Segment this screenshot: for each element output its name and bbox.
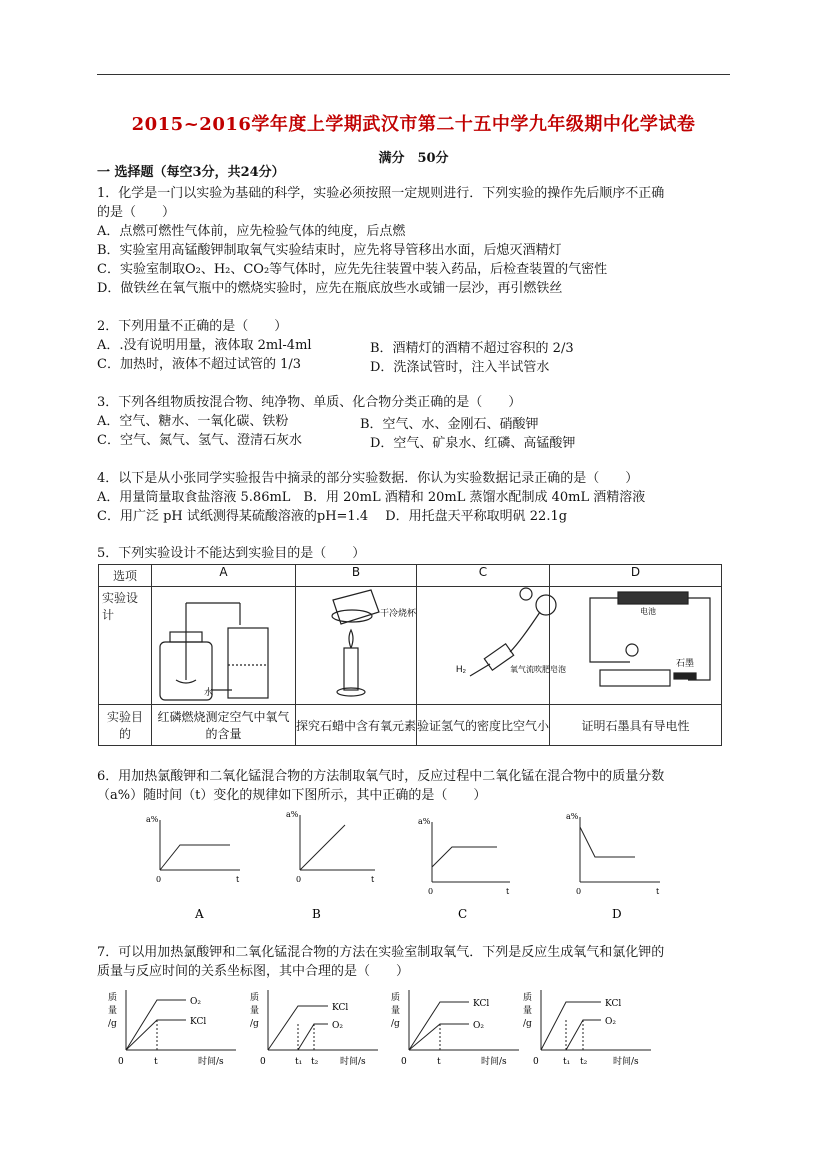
q7-graph-top-label: KCl — [473, 999, 490, 1009]
q7-graph-ylabel-3: /g — [250, 1019, 259, 1029]
q7-graph-curve-top — [126, 1000, 186, 1050]
q6-stem-line2: （a%）随时间（t）变化的规律如下图所示，其中正确的是（ ） — [97, 788, 487, 803]
label-h2: H₂ — [456, 664, 466, 674]
q7-graph-curve-top — [541, 1002, 601, 1050]
q2-option-b: B．酒精灯的酒精不超过容积的 2/3 — [370, 341, 574, 356]
label-bubble: 氧气流吹肥皂泡 — [510, 665, 566, 674]
q7-graph-tick: t₂ — [580, 1057, 588, 1067]
q5-stem: 5．下列实验设计不能达到实验目的是（ ） — [97, 546, 366, 561]
q1-option-c: C．实验室制取O₂、H₂、CO₂等气体时，应先先往装置中装入药品，后检查装置的气密性 — [97, 262, 608, 277]
q6-graph-ylabel: a% — [286, 810, 299, 819]
q7-graph-tick: t₂ — [311, 1057, 319, 1067]
q6-stem-line1: 6．用加热氯酸钾和二氧化锰混合物的方法制取氧气时，反应过程中二氧化锰在混合物中的质量分数 — [97, 769, 665, 784]
q6-graph-origin: 0 — [296, 875, 302, 884]
q6-graph-option: D — [612, 907, 622, 921]
q7-graph-xlabel: 时间/s — [198, 1057, 224, 1067]
q1-option-b: B．实验室用高锰酸钾制取氧气实验结束时，应先将导管移出水面，后熄灭酒精灯 — [97, 243, 562, 258]
label-cup: 干冷烧杯 — [380, 608, 417, 618]
q2-option-c: C．加热时，液体不超过试管的 1/3 — [97, 357, 302, 372]
q6-graph-origin: 0 — [156, 875, 162, 884]
label-battery: 电池 — [640, 607, 656, 616]
q7-graph-ylabel-3: /g — [108, 1019, 117, 1029]
q7-graph-curve-bottom — [409, 1024, 469, 1050]
q7-graph-origin: 0 — [401, 1057, 407, 1067]
q5-option-c: C — [417, 565, 550, 587]
q5-purpose-b: 探究石蜡中含有氧元素 — [296, 705, 417, 746]
q3-option-d: D．空气、矿泉水、红磷、高锰酸钾 — [370, 436, 576, 451]
q7-graph-origin: 0 — [260, 1057, 266, 1067]
q7-graph-tick: t₁ — [563, 1057, 571, 1067]
q6-graph-origin: 0 — [576, 887, 582, 896]
q7-graph-tick: t — [154, 1057, 158, 1067]
q7-graph-ylabel-2: 量 — [391, 1006, 401, 1016]
q6-graph-xlabel: t — [236, 875, 240, 884]
q7-graph-bottom-label: O₂ — [473, 1021, 484, 1031]
q7-graph-tick: t — [437, 1057, 441, 1067]
q3-option-c: C．空气、氮气、氢气、澄清石灰水 — [97, 433, 302, 448]
section-title: 一 选择题（每空3分，共24分） — [97, 165, 285, 180]
q7-graph-ylabel-3: /g — [523, 1019, 532, 1029]
q4-options-cd: C．用广泛 pH 试纸测得某硫酸溶液的pH=1.4 D．用托盘天平称取明矾 22.1g — [97, 509, 568, 524]
q1-stem-line1: 1．化学是一门以实验为基础的科学，实验必须按照一定规则进行．下列实验的操作先后顺序不正确 — [97, 186, 665, 201]
q7-graph-curve-bottom — [298, 1024, 328, 1050]
q5-option-d: D — [550, 565, 722, 587]
q7-graph-top-label: KCl — [332, 1003, 349, 1013]
q3-option-b: B．空气、水、金刚石、硝酸钾 — [360, 417, 539, 432]
q7-graph-xlabel: 时间/s — [340, 1057, 366, 1067]
q5-option-a: A — [152, 565, 296, 587]
q6-graph-xlabel: t — [656, 887, 660, 896]
q7-graph-tick: t₁ — [295, 1057, 303, 1067]
q7-graph-xlabel: 时间/s — [481, 1057, 507, 1067]
q7-graph-ylabel-1: 质 — [523, 993, 533, 1003]
label-graphite: 石墨 — [676, 658, 695, 668]
q2-option-a: A．.没有说明用量，液体取 2ml-4ml — [97, 338, 312, 353]
q5-purpose-a: 红磷燃烧测定空气中氧气的含量 — [152, 705, 296, 746]
q5-purpose-d: 证明石墨具有导电性 — [550, 705, 722, 746]
q5-row-purpose: 实验目的 — [99, 705, 152, 746]
q6-graph-ylabel: a% — [146, 815, 159, 824]
q7-graph-ylabel-3: /g — [391, 1019, 400, 1029]
page-title: 2015~2016学年度上学期武汉市第二十五中学九年级期中化学试卷 — [131, 114, 696, 135]
q7-graph-xlabel: 时间/s — [613, 1057, 639, 1067]
q2-stem: 2．下列用量不正确的是（ ） — [97, 319, 288, 334]
q7-stem-line1: 7．可以用加热氯酸钾和二氧化锰混合物的方法在实验室制取氧气．下列是反应生成氧气和氯化钾的 — [97, 945, 665, 960]
q6-graph-xlabel: t — [371, 875, 375, 884]
q2-option-d: D．洗涤试管时，注入半试管水 — [370, 360, 550, 375]
q5-purpose-c: 验证氢气的密度比空气小 — [417, 705, 550, 746]
q7-graph-bottom-label: KCl — [190, 1017, 207, 1027]
q7-graph-bottom-label: O₂ — [605, 1017, 616, 1027]
q4-stem: 4．以下是从小张同学实验报告中摘录的部分实验数据．你认为实验数据记录正确的是（ ） — [97, 471, 639, 486]
q5-option-b: B — [296, 565, 417, 587]
q7-stem-line2: 质量与反应时间的关系坐标图，其中合理的是（ ） — [97, 964, 410, 979]
q7-graph-ylabel-1: 质 — [250, 993, 260, 1003]
q7-graph-ylabel-1: 质 — [391, 993, 401, 1003]
label-water: 水 — [204, 687, 214, 697]
q1-option-a: A．点燃可燃性气体前，应先检验气体的纯度，后点燃 — [97, 224, 406, 239]
q6-graph-option: C — [458, 907, 468, 921]
q7-graph-origin: 0 — [533, 1057, 539, 1067]
q7-graph-origin: 0 — [118, 1057, 124, 1067]
q7-graph-ylabel-2: 量 — [250, 1006, 260, 1016]
q6-graph-option: B — [312, 907, 321, 921]
q6-graph-xlabel: t — [506, 887, 510, 896]
q7-graph-ylabel-2: 量 — [108, 1006, 118, 1016]
q3-option-a: A．空气、糖水、一氧化碳、铁粉 — [97, 414, 289, 429]
q6-graph-origin: 0 — [428, 887, 434, 896]
q5-col-header: 选项 — [99, 565, 152, 587]
q6-graph-option: A — [195, 907, 204, 921]
q7-graph-top-label: KCl — [605, 999, 622, 1009]
q5-row-design: 实验设计 — [99, 587, 152, 705]
q6-graph-ylabel: a% — [566, 812, 579, 821]
q6-graph-ylabel: a% — [418, 817, 431, 826]
q7-graph-top-label: O₂ — [190, 997, 201, 1007]
q7-graph-ylabel-1: 质 — [108, 993, 118, 1003]
q1-stem-line2: 的是（ ） — [97, 205, 176, 220]
q3-stem: 3．下列各组物质按混合物、纯净物、单质、化合物分类正确的是（ ） — [97, 395, 522, 410]
q7-graph-bottom-label: O₂ — [332, 1021, 343, 1031]
q4-options-ab: A．用量筒量取食盐溶液 5.86mL B．用 20mL 酒精和 20mL 蒸馏水配制成 40mL 酒精溶液 — [97, 490, 646, 505]
q7-graph-ylabel-2: 量 — [523, 1006, 533, 1016]
full-score: 满分 50分 — [378, 151, 449, 166]
q1-option-d: D．做铁丝在氧气瓶中的燃烧实验时，应先在瓶底放些水或铺一层沙，再引燃铁丝 — [97, 281, 563, 296]
